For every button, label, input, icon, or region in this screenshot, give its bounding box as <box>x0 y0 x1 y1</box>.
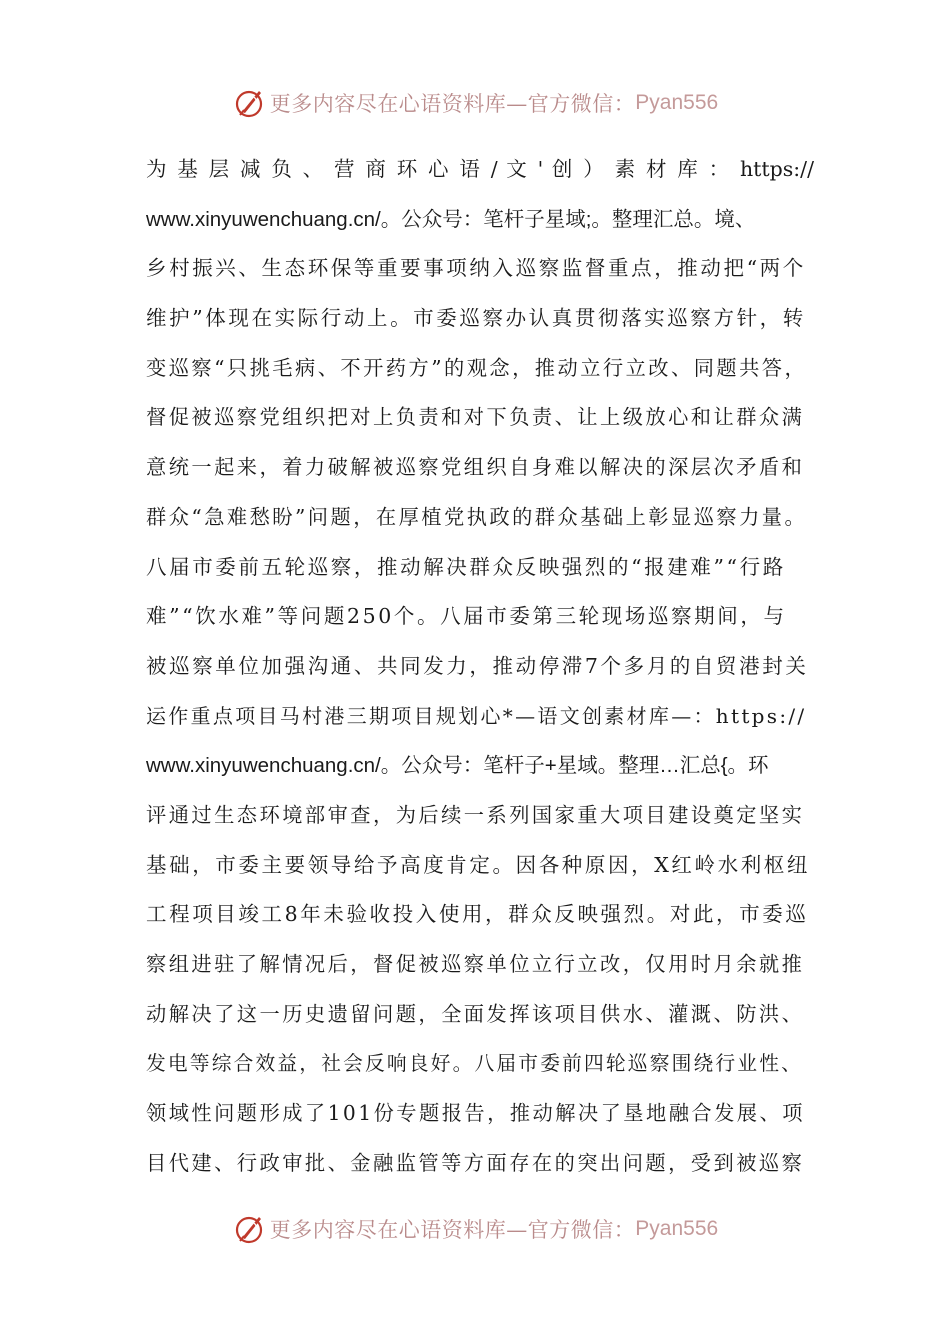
body-line: 难”“饮水难”等问题250个。八届市委第三轮现场巡察期间，与 <box>146 604 787 629</box>
quill-logo-icon <box>232 86 266 120</box>
body-line: 发电等综合效益，社会反响良好。八届市委前四轮巡察围绕行业性、 <box>146 1052 804 1076</box>
body-line: 目代建、行政审批、金融监管等方面存在的突出问题，受到被巡察 <box>146 1150 805 1175</box>
body-line: 八届市委前五轮巡察，推动解决群众反映强烈的“报建难”“行路 <box>146 554 786 579</box>
body-line <box>146 741 814 791</box>
body-line: 基础，市委主要领导给予高度肯定。因各种原因，X红岭水利枢纽 <box>146 852 810 877</box>
body-line: 督促被巡察党组织把对上负责和对下负责、让上级放心和让群众满 <box>146 405 805 430</box>
url-fragment: www.xinyuwenchuang.cn/。公众号：笔杆子星域;。整理汇总。境、 <box>146 207 756 231</box>
body-line: 被巡察单位加强沟通、共同发力，推动停滞7个多月的自贸港封关 <box>146 653 809 678</box>
document-body <box>146 145 814 1188</box>
body-line <box>146 195 814 245</box>
body-line: 维护”体现在实际行动上。市委巡察办认真贯彻落实巡察方针，转 <box>146 306 806 331</box>
body-line: 运作重点项目马村港三期项目规划心*—语文创素材库—：https:// <box>146 703 807 728</box>
header-wechat-id: Pyan556 <box>635 91 719 114</box>
body-line: 变巡察“只挑毛病、不开药方”的观念，推动立行立改、同题共答， <box>146 355 808 380</box>
body-line: 工程项目竣工8年未验收投入使用，群众反映强烈。对此，市委巡 <box>146 902 809 927</box>
footer-banner-text: 更多内容尽在心语资料库—官方微信： <box>269 1218 636 1242</box>
body-line: 动解决了这一历史遗留问题，全面发挥该项目供水、灌溉、防洪、 <box>146 1001 805 1026</box>
body-line: 评通过生态环境部审查，为后续一系列国家重大项目建设奠定坚实 <box>146 802 805 827</box>
body-line: 群众“急难愁盼”问题，在厚植党执政的群众基础上彰显巡察力量。 <box>146 504 808 529</box>
footer-banner <box>0 1206 950 1252</box>
footer-wechat-id: Pyan556 <box>635 1217 719 1240</box>
url-fragment: www.xinyuwenchuang.cn/。公众号：笔杆子+星域。整理…汇总{。环 <box>146 754 769 778</box>
quill-logo-icon <box>232 1212 266 1246</box>
body-line: 为 基 层 减 负 、 营 商 环 心 语 / 文 ' 创 ） 素 材 库 ： https:// <box>146 157 814 181</box>
header-banner <box>0 80 950 126</box>
body-line: 领域性问题形成了101份专题报告，推动解决了垦地融合发展、项 <box>146 1101 805 1126</box>
body-line: 乡村振兴、生态环保等重要事项纳入巡察监督重点，推动把“两个 <box>146 256 806 281</box>
header-banner-text: 更多内容尽在心语资料库—官方微信： <box>269 92 636 116</box>
body-line: 察组进驻了解情况后，督促被巡察单位立行立改，仅用时月余就推 <box>146 952 805 976</box>
body-line: 意统一起来，着力破解被巡察党组织自身难以解决的深层次矛盾和 <box>146 455 805 480</box>
